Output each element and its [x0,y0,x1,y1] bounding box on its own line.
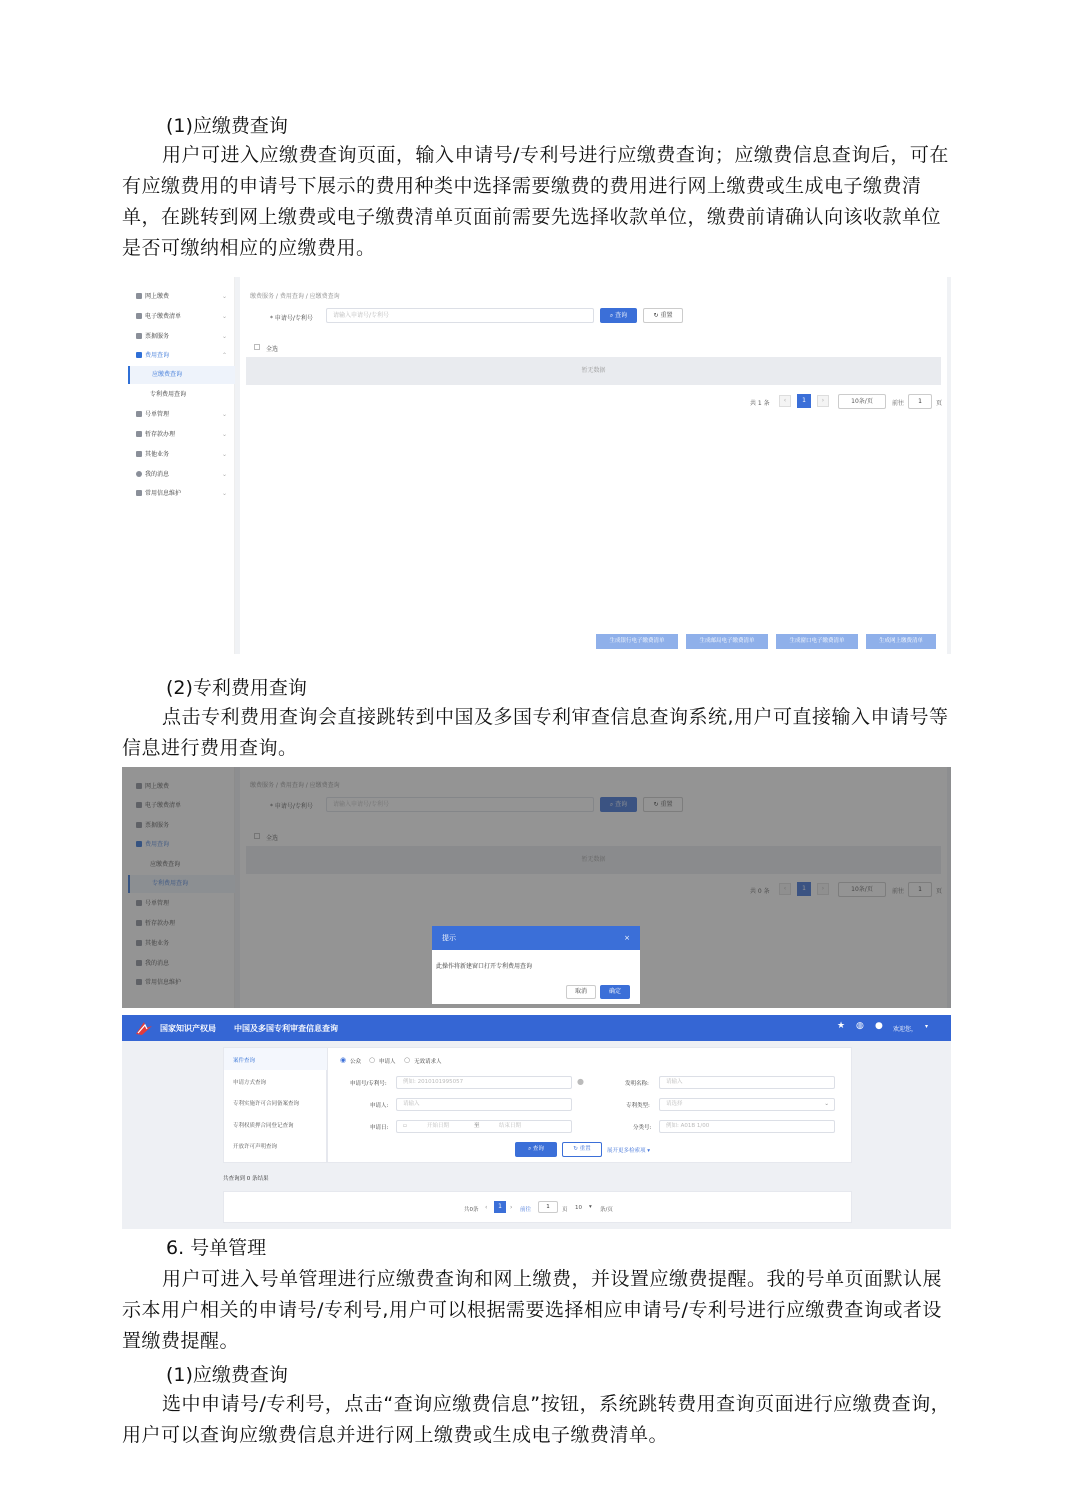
class-input[interactable]: 例如: A01B 1/00 [659,1120,835,1133]
sidebar-label: 我的消息 [145,471,170,478]
menu-item[interactable]: 专利权质押合同登记查询 [233,1123,294,1129]
sidebar-item-fee-query[interactable] [136,351,231,361]
sidebar-item[interactable] [136,450,231,460]
edit-icon [136,490,142,496]
sidebar-item[interactable] [136,489,231,499]
field-label: 分类号: [633,1125,652,1131]
refresh-icon: ↻ [573,1146,580,1152]
reset-button[interactable] [562,1142,602,1157]
refresh-icon: ↻ [653,312,661,319]
chevron-down-icon: ⌄ [221,293,227,300]
star-icon[interactable]: ★ [837,1021,846,1031]
goto-label: 前往 [892,400,905,407]
dialog-message: 此操作将新建窗口打开专利费用查询 [436,963,533,970]
page-1-button[interactable]: 1 [494,1201,506,1213]
reset-label: 重置 [579,1146,591,1152]
help-icon[interactable]: ● [577,1077,584,1086]
menu-item[interactable]: 专利实施许可合同备案查询 [233,1101,300,1107]
dialog-title: 提示 [442,934,456,942]
expand-more-link[interactable] [607,1146,650,1154]
calendar-icon: ▫ [403,1123,407,1129]
goto-page-input[interactable]: 1 [908,394,932,409]
top-bar [122,1015,951,1041]
prev-page-button[interactable]: ‹ [779,395,791,407]
caret-down-icon: ▾ [647,1148,651,1154]
sidebar-label: 费用查询 [145,352,170,359]
sidebar-label: 其他业务 [145,451,170,458]
title-input[interactable]: 请输入 [659,1076,835,1089]
section-heading: 6. 号单管理 [166,1237,267,1259]
page-1-button[interactable]: 1 [797,394,811,408]
patent-type-select[interactable] [659,1098,835,1111]
user-icon[interactable]: ● [875,1021,883,1031]
globe-icon[interactable]: ◍ [856,1021,864,1031]
sidebar-item[interactable] [136,470,231,480]
radio-selected[interactable]: ◉ [340,1056,347,1064]
page-unit-label: 页 [562,1207,568,1213]
sidebar-label: 票据服务 [145,333,170,340]
search-icon: ⌕ [609,312,616,319]
chevron-down-icon: ⌄ [221,490,227,497]
radio-label: 申请人 [379,1059,396,1065]
pagination-panel [223,1191,852,1223]
doc-icon [136,411,142,417]
next-page-button[interactable]: › [817,395,829,407]
pagination-total: 共0条 [464,1207,479,1213]
query-icon [136,352,142,358]
search-icon: ⌕ [528,1146,533,1152]
field-label: 专利类型: [626,1103,650,1109]
date-start: 开始日期 [427,1123,450,1129]
welcome-text: 欢迎您， [893,1026,918,1033]
sidebar-label: 常用信息维护 [145,490,182,497]
sidebar-item[interactable] [136,292,231,302]
sidebar-label: 暂存款办理 [145,431,176,438]
section-heading: (2)专利费用查询 [166,677,307,699]
left-menu [223,1047,327,1163]
section-heading: (1)应缴费查询 [166,1364,288,1386]
chevron-down-icon: ⌄ [824,1101,829,1107]
sidebar-item[interactable] [136,332,231,342]
sidebar-item[interactable] [136,410,231,420]
dialog-header [432,926,640,950]
pay-icon [136,293,142,299]
field-label: * 申请号/专利号 [270,315,313,322]
page-size-select[interactable]: 10条/页 [838,394,886,409]
paragraph: 用户可进入应缴费查询页面，输入申请号/专利号进行应缴费查询；应缴费信息查询后，可在有应缴费用的申请号下展示的费用种类中选择需要缴费的费用进行网上缴费或生成电子缴费清单，在跳转到网上缴费或电子缴费清单页面前需要先选择收款单位，缴费前请确认向该收款单位是否可缴纳相应的应缴费用。 [122,144,949,259]
field-label: 申请号/专利号: [350,1081,387,1087]
confirm-dialog [432,926,640,1004]
search-button[interactable] [515,1142,557,1157]
window-list-button[interactable]: 生成窗口电子缴费清单 [776,634,858,649]
empty-table: 暂无数据 [246,357,941,385]
sidebar-item[interactable] [136,312,231,322]
query-label: 查询 [615,312,628,319]
caret-down-icon[interactable]: ▾ [589,1204,592,1210]
confirm-button[interactable]: 确定 [600,985,630,999]
field-label: 申请日: [370,1125,389,1131]
field-label: 申请人: [370,1103,389,1109]
sidebar-item[interactable] [136,430,231,440]
paragraph: 用户可进入号单管理进行应缴费查询和网上缴费，并设置应缴费提醒。我的号单页面默认展示本用户相关的申请号/专利号,用户可以根据需要选择相应申请号/专利号进行应缴费查询或者设置缴费提醒。 [122,1268,943,1352]
post-list-button[interactable]: 生成邮局电子缴费清单 [686,634,768,649]
search-form [327,1047,852,1163]
prev-page-icon[interactable]: ‹ [485,1204,488,1211]
query-button[interactable] [600,308,637,323]
brand-name: 国家知识产权局 [160,1024,216,1033]
paragraph: 选中申请号/专利号，点击“查询应缴费信息”按钮，系统跳转费用查询页面进行应缴费查询，用户可以查询应缴费信息并进行网上缴费或生成电子缴费清单。 [122,1393,951,1446]
wallet-icon [136,431,142,437]
chevron-down-icon: ⌄ [221,471,227,478]
sidebar-label: 号单管理 [145,411,170,418]
breadcrumb: 缴费服务 / 费用查询 / 应缴费查询 [250,293,340,300]
screenshot-patent-search-system [122,1015,951,1229]
menu-item-case-search[interactable]: 案件查询 [233,1058,256,1064]
field-label: 发明名称: [625,1081,649,1087]
select-value: 请选择 [666,1101,683,1107]
date-range-input[interactable] [396,1120,572,1133]
section-heading: (1)应缴费查询 [166,115,288,137]
chevron-up-icon: ⌃ [221,352,227,359]
bank-list-button[interactable]: 生成银行电子缴费清单 [596,634,678,649]
sidebar-subitem[interactable]: 专利费用查询 [150,391,187,398]
sidebar-subitem-active[interactable]: 应缴费查询 [128,366,235,384]
main-panel [240,277,947,654]
sidebar-label: 电子缴费清单 [145,313,182,320]
receipt-icon [136,333,142,339]
date-separator: 至 [474,1123,480,1129]
sidebar [122,277,235,654]
next-page-icon[interactable]: › [510,1204,513,1211]
applicant-input[interactable]: 请输入 [396,1098,572,1111]
radio[interactable]: ○ [369,1056,376,1064]
select-all-checkbox[interactable] [254,344,260,350]
appno-input[interactable]: 例如: 2010101995057 [396,1076,572,1089]
page-size-value[interactable]: 10 [575,1205,582,1211]
caret-down-icon[interactable]: ▾ [925,1023,929,1030]
radio-label: 公众 [350,1059,362,1065]
application-number-input[interactable]: 请输入申请号/专利号 [326,308,594,323]
paragraph: 点击专利费用查询会直接跳转到中国及多国专利审查信息查询系统,用户可直接输入申请号等信息进行费用查询。 [122,706,949,759]
message-icon [136,471,142,477]
result-count: 共查询到 0 条结果 [223,1176,269,1182]
chevron-down-icon: ⌄ [221,411,227,418]
chevron-down-icon: ⌄ [221,451,227,458]
pagination-total: 共 1 条 [750,400,770,407]
radio[interactable]: ○ [404,1056,411,1064]
cnipa-logo [134,1020,154,1036]
grid-icon [136,451,142,457]
screenshot-patent-fee-dialog [122,767,951,1008]
select-all-label: 全选 [266,346,279,353]
menu-item[interactable]: 申请方式查询 [233,1080,267,1086]
per-page-label: 条/页 [600,1207,613,1213]
expand-label: 展开更多检索项 [607,1148,646,1154]
menu-item[interactable]: 开放许可声明查询 [233,1144,278,1150]
chevron-down-icon: ⌄ [221,431,227,438]
reset-label: 重置 [660,312,673,319]
page-unit-label: 页 [936,400,943,407]
sidebar-label: 网上缴费 [145,293,170,300]
date-end: 结束日期 [499,1123,522,1129]
reset-button[interactable] [643,308,683,323]
goto-label: 前往 [520,1207,532,1213]
system-title: 中国及多国专利审查信息查询 [234,1024,338,1033]
list-icon [136,313,142,319]
online-pay-list-button[interactable]: 生成网上缴费清单 [866,634,936,649]
chevron-down-icon: ⌄ [221,313,227,320]
radio-label: 无效请求人 [414,1059,442,1065]
screenshot-fee-query [122,277,951,654]
cancel-button[interactable]: 取消 [566,985,596,999]
close-icon[interactable]: × [624,934,630,942]
search-label: 查询 [532,1146,544,1152]
goto-page-input[interactable]: 1 [538,1201,558,1213]
chevron-down-icon: ⌄ [221,333,227,340]
